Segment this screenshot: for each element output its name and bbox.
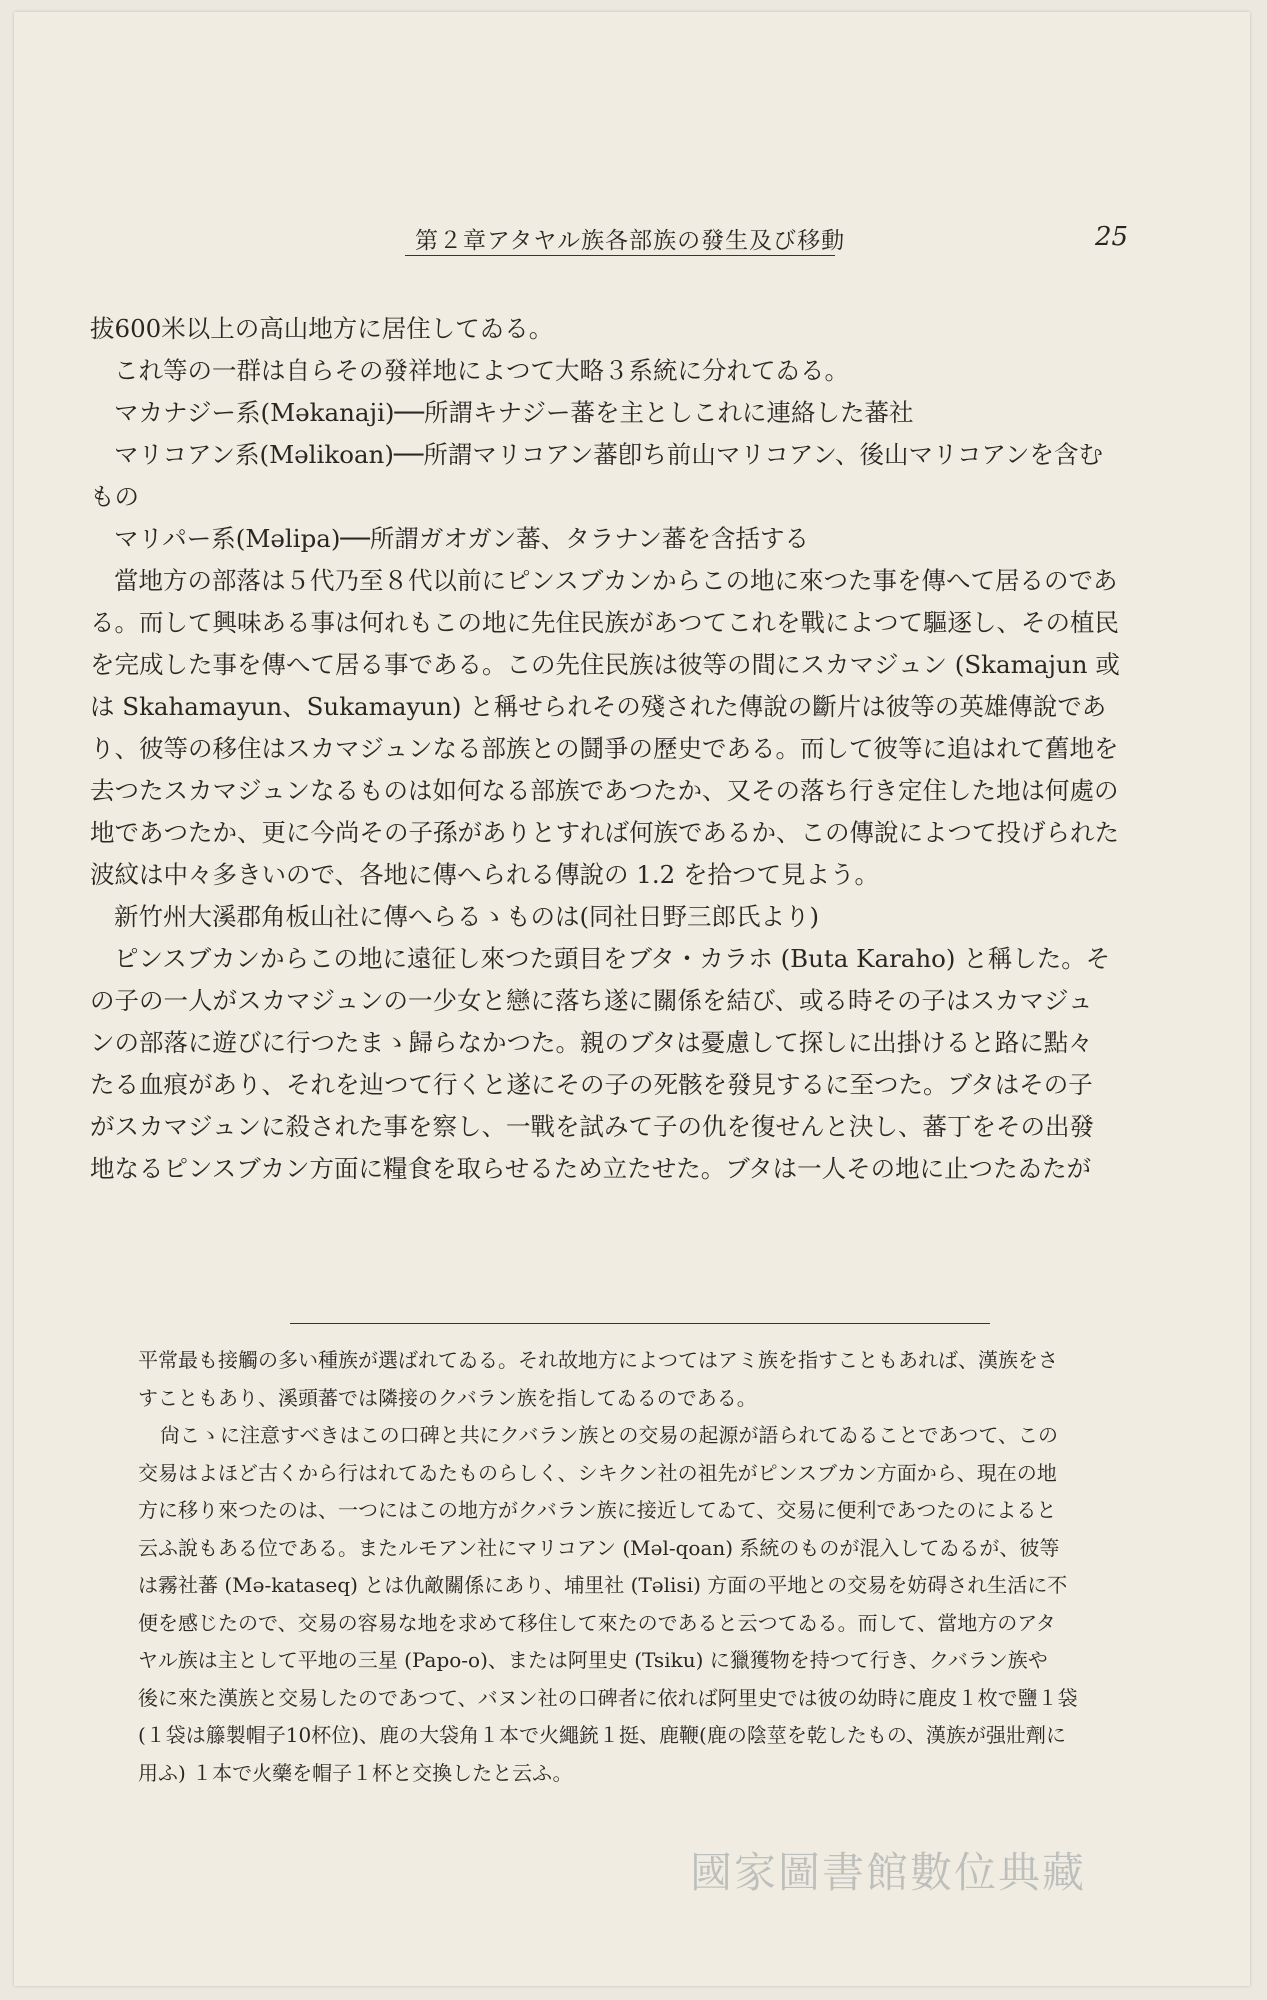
footnote-text [138, 1342, 1168, 1792]
footnote-divider [290, 1323, 990, 1324]
text-line: の子の一人がスカマジュンの一少女と戀に落ち遂に關係を結び、或る時その子はスカマジュ [90, 986, 1093, 1015]
text-line: 地であつたか、更に今尚その子孫がありとすれば何族であるか、この傳說によつて投げられた [90, 818, 1119, 847]
text-line: を完成した事を傳へて居る事である。この先住民族は彼等の間にスカマジュン (Skamajun 或 [90, 650, 1120, 679]
text-line: もの [90, 482, 139, 511]
footnote-line: 方に移り來つたのは、一つにはこの地方がクバラン族に接近してゐて、交易に便利であつたのによると [138, 1498, 1057, 1522]
footnote-line: (１袋は籐製帽子10杯位)、鹿の大袋角１本で火繩銃１挺、鹿鞭(鹿の陰莖を乾したもの、漢族が强壯劑に [138, 1723, 1067, 1747]
text-line: 當地方の部落は５代乃至８代以前にピンスブカンからこの地に來つた事を傳へて居るのであ [114, 566, 1118, 595]
text-line: ピンスブカンからこの地に遠征し來つた頭目をブタ・カラホ (Buta Karaho) と稱した。そ [114, 944, 1111, 973]
text-line: 去つたスカマジュンなるものは如何なる部族であつたか、又その落ち行き定住した地は何處の [90, 776, 1119, 805]
footnote-line: 用ふ) １本で火藥を帽子１杯と交換したと云ふ。 [138, 1760, 573, 1785]
text-line: これ等の一群は自らその發祥地によつて大略３系統に分れてゐる。 [114, 356, 849, 385]
page-number: 25 [1095, 222, 1129, 252]
header-underline [405, 255, 835, 256]
footnote-line: 交易はよほど古くから行はれてゐたものらしく、シキクン社の祖先がピンスブカン方面から、現在の地 [138, 1460, 1057, 1485]
footnote-line: すこともあり、溪頭蕃では隣接のクバラン族を指してゐるのである。 [138, 1385, 757, 1410]
footnote-line: ヤル族は主として平地の三星 (Papo-o)、または阿里史 (Tsiku) に獵獲物を持つて行き、クバラン族や [138, 1648, 1048, 1672]
text-line: 波紋は中々多きいので、各地に傳へられる傳說の 1.2 を拾つて見よう。 [90, 860, 880, 889]
footnote-line: 云ふ說もある位である。またルモアン社にマリコアン (Məl-qoan) 系統のものが混入してゐるが、彼等 [138, 1535, 1060, 1560]
running-header [0, 222, 1267, 262]
text-line: マリパー系(Məlipa)──所謂ガオガン蕃、タラナン蕃を含括する [114, 524, 809, 553]
text-line: は Skahamayun、Sukamayun) と稱せられその殘された傳說の斷片は彼等の英雄傳說であ [90, 692, 1107, 721]
footnote-line: 便を感じたので、交易の容易な地を求めて移住して來たのであると云つてゐる。而して、當地方のアタ [138, 1610, 1056, 1635]
text-line: マカナジー系(Məkanaji)──所謂キナジー蕃を主としこれに連絡した蕃社 [114, 398, 914, 427]
text-line: がスカマジュンに殺された事を察し、一戰を試みて子の仇を復せんと決し、蕃丁をその出發 [90, 1112, 1095, 1141]
text-line: る。而して興味ある事は何れもこの地に先住民族があつてこれを戰によつて驅逐し、その植民 [90, 608, 1119, 637]
text-line: り、彼等の移住はスカマジュンなる部族との鬪爭の歷史である。而して彼等に追はれて舊地を [90, 734, 1119, 763]
library-watermark [690, 1800, 1190, 1897]
chapter-title: 第２章アタヤル族各部族の發生及び移動 [415, 228, 846, 254]
text-line: ンの部落に遊びに行つたまゝ歸らなかつた。親のブタは憂慮して探しに出掛けると路に點々 [90, 1028, 1093, 1057]
main-text [90, 308, 1170, 1190]
footnote-line: 尙こゝに注意すべきはこの口碑と共にクバラン族との交易の起源が語られてゐることであつて、この [160, 1423, 1058, 1447]
text-line: 拔600米以上の高山地方に居住してゐる。 [90, 314, 554, 343]
footnote-line: は霧社蕃 (Mə-kataseq) とは仇敵關係にあり、埔里社 (Təlisi) 方面の平地との交易を妨碍され生活に不 [138, 1573, 1068, 1597]
text-line: たる血痕があり、それを辿つて行くと遂にその子の死骸を發見するに至つた。ブタはその子 [90, 1070, 1093, 1099]
watermark-text: 國家圖書館數位典藏 [690, 1848, 1087, 1897]
footnote-line: 平常最も接觸の多い種族が選ばれてゐる。それ故地方によつてはアミ族を指すこともあれば、漢族をさ [138, 1348, 1058, 1372]
text-line: マリコアン系(Məlikoan)──所謂マリコアン蕃卽ち前山マリコアン、後山マリコアンを含む [114, 440, 1104, 469]
footnote-line: 後に來た漢族と交易したのであつて、バヌン社の口碑者に依れば阿里史では彼の幼時に鹿皮１枚で鹽１袋 [138, 1685, 1078, 1710]
text-line: 新竹州大溪郡角板山社に傳へらるゝものは(同社日野三郎氏より) [114, 902, 820, 931]
text-line: 地なるピンスブカン方面に糧食を取らせるため立たせた。ブタは一人その地に止つたゐたが [90, 1154, 1092, 1183]
